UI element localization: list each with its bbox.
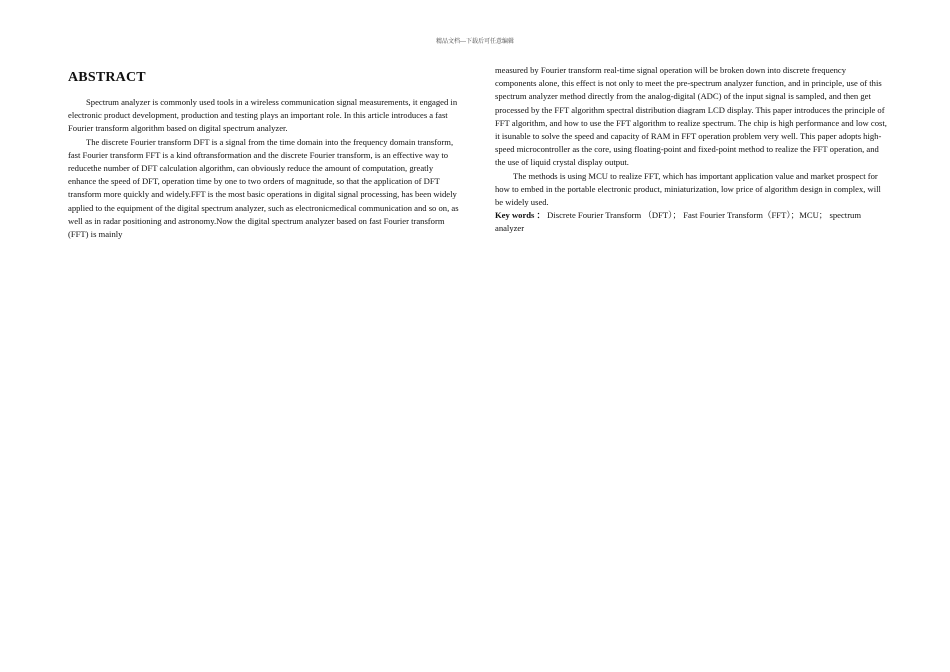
abstract-title: ABSTRACT [68,70,146,85]
keywords-label: Key words ： [495,210,546,221]
keywords-text: Discrete Fourier Transform （DFT）； Fast Fourier Transform（FFT）；MCU； spectrum analyzer [495,210,862,234]
keywords-line [495,209,887,235]
left-column [68,70,460,241]
page-header-watermark: 精品文档---下载后可任意编辑 [436,39,514,45]
abstract-paragraph-3: The methods is using MCU to realize FFT, which has important application value and market prospect for how to embed in the portable electronic product, miniaturization, low price of algorithm design in complex, will be widely used. [495,170,881,208]
abstract-paragraph-continuation: measured by Fourier transform real-time signal operation will be broken down into discrete frequency components alone, this effect is not only to meet the pre-spectrum analyzer function, and in principle, use of this spectrum analyzer method directly from the analog-digital (ADC) of the input signal is sampled, and then get processed by the FFT algorithm spectral distribution diagram LCD display. This paper introduces the principle of FFT algorithm, and how to use the FFT algorithm to realize spectrum. The chip is high performance and low cost, it isunable to solve the speed and capacity of RAM in FFT operation problem very well. This paper adopts high-speed microcontroller as the core, using floating-point and fixed-point method to realize the FFT operation, and the use of liquid crystal display output. [495,65,887,168]
right-column [495,64,887,236]
abstract-paragraph-1: Spectrum analyzer is commonly used tools in a wireless communication signal measurements, it engaged in electronic product development, production and testing plays an important role. In this article introduces a fast Fourier transform algorithm based on digital spectrum analyzer. [68,97,458,134]
abstract-paragraph-2: The discrete Fourier transform DFT is a signal from the time domain into the frequency domain transform, fast Fourier transform FFT is a kind oftransformation and the discrete Fourier transform, is an effective way to reducethe number of DFT calculation algorithm, can obviously reduce the amount of computation, greatly enhance the speed of DFT, operation time by one to two orders of magnitude, so that the application of DFT transform more quickly and widely.FFT is the most basic operations in digital signal processing, has been widely applied to the equipment of the digital spectrum analyzer, such as electronicmedical communication and so on, as well as in radar positioning and astronomy.Now the digital spectrum analyzer based on fast Fourier transform (FFT) is mainly [68,136,459,240]
